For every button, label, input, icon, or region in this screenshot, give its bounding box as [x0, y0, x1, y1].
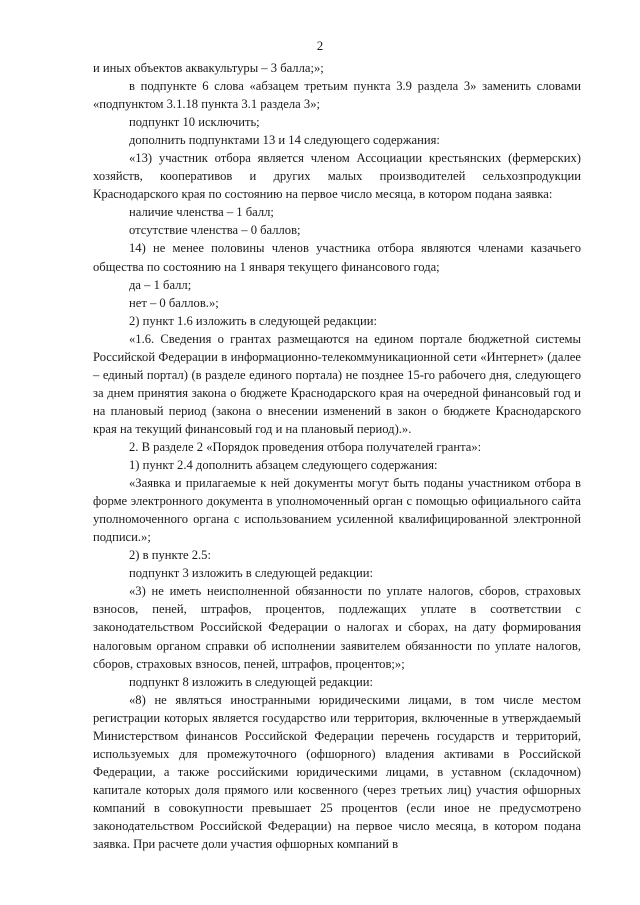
paragraph-subitem-3-heading: подпункт 3 изложить в следующей редакции:: [129, 566, 373, 581]
paragraph-item-1-6-text: «1.6. Сведения о грантах размещаются на едином портале бюджетной системы Российской Федерации в информационно-телекоммуникационной сети «Интернет» (далее – единый портал) (в разделе единого портала) не позднее 15-го рабочего дня, следующего за днем принятия закона о бюджете Краснодарского края на очередной финансовый год и на плановый период (закона о внесении изменений в закон о бюджете Краснодарского края на текущий финансовый год и на плановый период).».: [93, 331, 581, 436]
paragraph-subitem-10-removal: подпункт 10 исключить;: [129, 115, 260, 130]
paragraph-add-subitems: дополнить подпунктами 13 и 14 следующего содержания:: [129, 133, 440, 148]
paragraph-yes-score: да – 1 балл;: [129, 277, 192, 292]
paragraph-item-2-5: 2) в пункте 2.5:: [129, 548, 211, 563]
paragraph-subitem-13: «13) участник отбора является членом Ассоциации крестьянских (фермерских) хозяйств, кооперативов и других малых производителей сельхозпродукции Краснодарского края по состоянию на первое число месяца, в котором подана заявка:: [93, 151, 581, 202]
paragraph-continuation: и иных объектов аквакультуры – 3 балла;»;: [93, 61, 324, 75]
paragraph-item-1-6-heading: 2) пункт 1.6 изложить в следующей редакции:: [129, 313, 377, 328]
paragraph-membership-no: отсутствие членства – 0 баллов;: [129, 223, 301, 238]
paragraph-subitem-14: 14) не менее половины членов участника отбора являются членами казачьего общества по состоянию на 1 января текущего финансового года;: [93, 241, 581, 274]
paragraph-subitem-3-text: «3) не иметь неисполненной обязанности по уплате налогов, сборов, страховых взносов, пеней, штрафов, процентов, подлежащих уплате в соответствии с законодательством Российской Федерации о налогах и сборах, на дату формирования налоговым органом справки об исполнении заявителем обязанности по уплате налогов, сборов, страховых взносов, пеней, штрафов, процентов;»;: [93, 584, 581, 671]
document-body: [93, 59, 581, 853]
paragraph-item-2-4-text: «Заявка и прилагаемые к ней документы могут быть поданы участником отбора в форме электронного документа в уполномоченный орган с помощью официального сайта уполномоченного органа с использованием усиленной квалифицированной электронной подписи.»;: [93, 476, 581, 545]
page-number: 2: [316, 38, 324, 53]
paragraph-subitem-8-heading: подпункт 8 изложить в следующей редакции:: [129, 674, 373, 689]
paragraph-item-2-4: 1) пункт 2.4 дополнить абзацем следующего содержания:: [129, 458, 438, 473]
paragraph-membership-yes: наличие членства – 1 балл;: [129, 205, 274, 220]
paragraph-subitem-6-amendment: в подпункте 6 слова «абзацем третьим пункта 3.9 раздела 3» заменить словами «подпунктом 3.1.18 пункта 3.1 раздела 3»;: [93, 79, 581, 112]
paragraph-section-2-heading: 2. В разделе 2 «Порядок проведения отбора получателей гранта»:: [129, 439, 482, 454]
paragraph-subitem-8-text: «8) не являться иностранными юридическими лицами, в том числе местом регистрации которых является государство или территория, включенные в утверждаемый Министерством финансов Российской Федерации перечень государств и территорий, используемых для промежуточного (офшорного) владения активами в Российской Федерации, а также российскими юридическими лицами, в уставном (складочном) капитале которых доля прямого или косвенного (через третьих лиц) участия офшорных компаний в совокупности превышает 25 процентов (если иное не предусмотрено законодательством Российской Федерации) на первое число месяца, в котором подана заявка. При расчете доли участия офшорных компаний в: [93, 692, 581, 852]
paragraph-no-score: нет – 0 баллов.»;: [129, 295, 219, 310]
